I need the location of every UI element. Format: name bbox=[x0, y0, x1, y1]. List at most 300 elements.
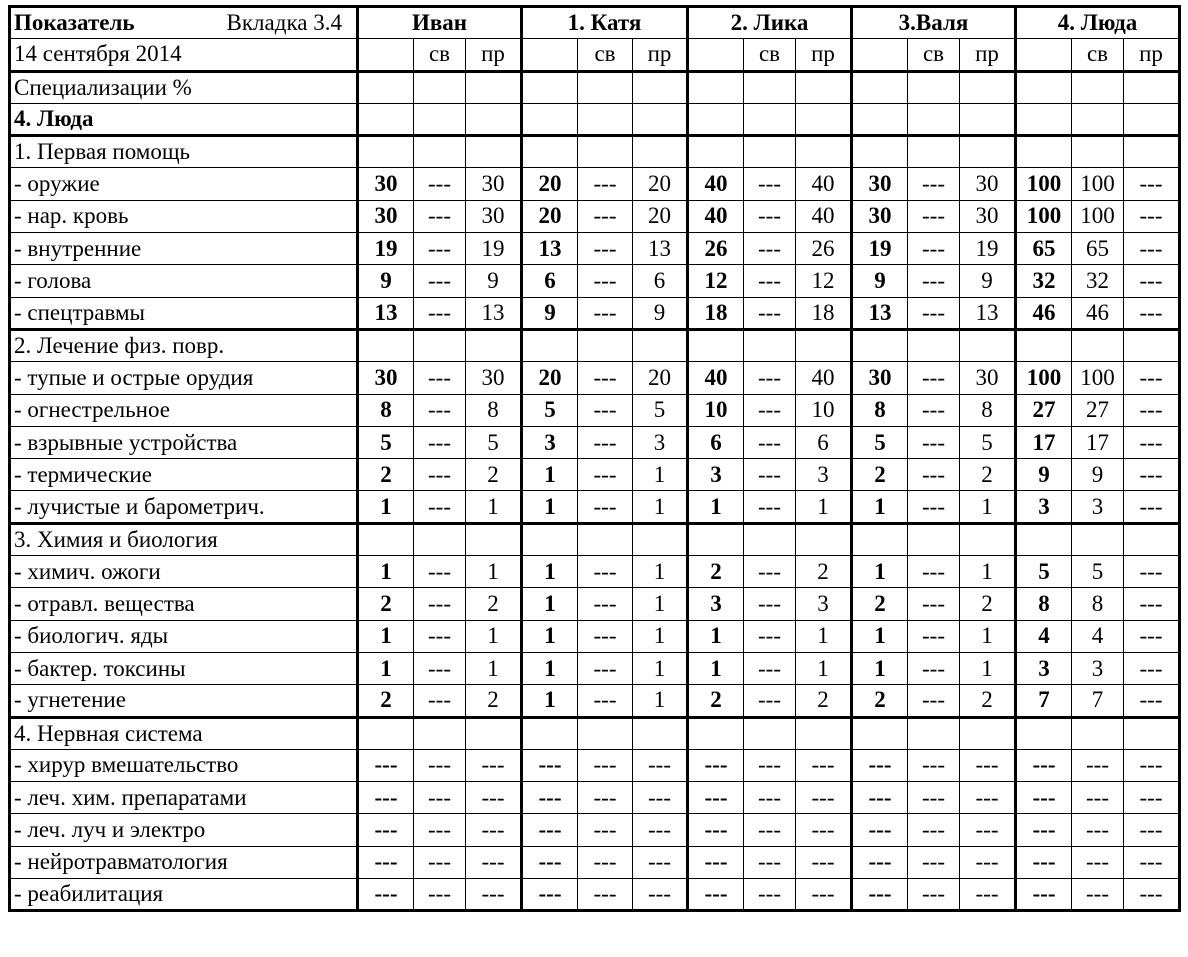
empty-cell bbox=[466, 71, 522, 103]
value-total: --- bbox=[688, 782, 744, 814]
value-pr: 19 bbox=[466, 233, 522, 265]
value-sv: --- bbox=[414, 233, 466, 265]
empty-cell bbox=[1072, 717, 1124, 749]
value-pr: --- bbox=[633, 814, 688, 846]
value-pr: --- bbox=[1124, 556, 1180, 588]
empty-cell bbox=[1124, 329, 1180, 361]
value-total: 1 bbox=[522, 556, 578, 588]
value-sv: --- bbox=[414, 588, 466, 620]
empty-cell bbox=[633, 103, 688, 135]
value-sv: --- bbox=[744, 620, 796, 652]
value-sv: --- bbox=[908, 879, 960, 911]
empty-cell bbox=[358, 717, 414, 749]
empty-cell bbox=[1124, 523, 1180, 555]
value-total: 2 bbox=[852, 588, 908, 620]
value-total: --- bbox=[522, 846, 578, 878]
section-title: 1. Первая помощь bbox=[10, 136, 358, 168]
row-label: - оружие bbox=[10, 168, 358, 200]
value-pr: --- bbox=[960, 879, 1016, 911]
value-pr: --- bbox=[466, 749, 522, 781]
value-sv: --- bbox=[908, 685, 960, 717]
empty-cell bbox=[796, 136, 852, 168]
value-total: --- bbox=[852, 814, 908, 846]
value-sv: 9 bbox=[1072, 459, 1124, 491]
value-total: 8 bbox=[358, 394, 414, 426]
value-sv: 100 bbox=[1072, 168, 1124, 200]
value-sv: --- bbox=[908, 588, 960, 620]
table-row bbox=[10, 233, 1180, 265]
value-total: 19 bbox=[358, 233, 414, 265]
value-pr: 2 bbox=[466, 685, 522, 717]
value-pr: 1 bbox=[796, 620, 852, 652]
value-pr: 5 bbox=[633, 394, 688, 426]
value-sv: 5 bbox=[1072, 556, 1124, 588]
value-total: 2 bbox=[358, 588, 414, 620]
section-row bbox=[10, 523, 1180, 555]
value-total: 1 bbox=[358, 652, 414, 684]
value-total: 2 bbox=[358, 459, 414, 491]
empty-cell bbox=[744, 103, 796, 135]
value-pr: 40 bbox=[796, 362, 852, 394]
row-label: - взрывные устройства bbox=[10, 426, 358, 458]
column-header: 4. Люда bbox=[1016, 7, 1180, 39]
row-label: - термические bbox=[10, 459, 358, 491]
value-sv: 17 bbox=[1072, 426, 1124, 458]
value-pr: 1 bbox=[633, 652, 688, 684]
value-sv: --- bbox=[578, 491, 633, 523]
value-sv: --- bbox=[414, 168, 466, 200]
value-pr: --- bbox=[960, 814, 1016, 846]
value-pr: 2 bbox=[466, 459, 522, 491]
value-sv: --- bbox=[414, 265, 466, 297]
value-sv: --- bbox=[578, 265, 633, 297]
value-total: 7 bbox=[1016, 685, 1072, 717]
value-total: --- bbox=[688, 846, 744, 878]
subheader-pr: пр bbox=[960, 39, 1016, 71]
empty-cell bbox=[852, 103, 908, 135]
value-pr: --- bbox=[466, 879, 522, 911]
empty-cell bbox=[1072, 329, 1124, 361]
empty-cell bbox=[960, 717, 1016, 749]
value-pr: 1 bbox=[633, 459, 688, 491]
value-sv: --- bbox=[908, 426, 960, 458]
value-pr: 30 bbox=[960, 200, 1016, 232]
empty-cell bbox=[633, 71, 688, 103]
column-header: 3.Валя bbox=[852, 7, 1016, 39]
empty-cell bbox=[633, 523, 688, 555]
value-pr: --- bbox=[796, 782, 852, 814]
value-pr: 1 bbox=[960, 556, 1016, 588]
value-pr: 1 bbox=[633, 588, 688, 620]
value-sv: --- bbox=[1072, 749, 1124, 781]
value-sv: --- bbox=[744, 556, 796, 588]
value-total: 30 bbox=[852, 200, 908, 232]
value-sv: --- bbox=[744, 782, 796, 814]
empty-cell bbox=[960, 103, 1016, 135]
value-total: 5 bbox=[522, 394, 578, 426]
empty-cell bbox=[1016, 136, 1072, 168]
empty-cell bbox=[414, 103, 466, 135]
value-total: 1 bbox=[852, 556, 908, 588]
empty-cell bbox=[852, 523, 908, 555]
value-sv: --- bbox=[578, 782, 633, 814]
value-sv: --- bbox=[908, 846, 960, 878]
value-sv: 4 bbox=[1072, 620, 1124, 652]
subheader-sv: св bbox=[414, 39, 466, 71]
value-pr: 1 bbox=[633, 556, 688, 588]
value-pr: --- bbox=[633, 846, 688, 878]
value-sv: --- bbox=[908, 459, 960, 491]
value-sv: 100 bbox=[1072, 362, 1124, 394]
value-sv: 100 bbox=[1072, 200, 1124, 232]
value-total: 30 bbox=[358, 200, 414, 232]
value-total: 20 bbox=[522, 200, 578, 232]
value-total: 1 bbox=[852, 620, 908, 652]
value-sv: --- bbox=[414, 782, 466, 814]
value-sv: --- bbox=[414, 652, 466, 684]
empty-cell bbox=[522, 71, 578, 103]
value-pr: 30 bbox=[466, 168, 522, 200]
empty-cell bbox=[358, 136, 414, 168]
value-total: 40 bbox=[688, 362, 744, 394]
value-pr: 13 bbox=[466, 297, 522, 329]
empty-cell bbox=[796, 717, 852, 749]
table-row bbox=[10, 782, 1180, 814]
subheader-sv: св bbox=[744, 39, 796, 71]
empty-cell bbox=[960, 71, 1016, 103]
empty-cell bbox=[414, 71, 466, 103]
subheader-sv: св bbox=[1072, 39, 1124, 71]
value-sv: --- bbox=[414, 846, 466, 878]
value-pr: 8 bbox=[960, 394, 1016, 426]
value-sv: --- bbox=[908, 233, 960, 265]
subheader-row bbox=[10, 39, 1180, 71]
table-row bbox=[10, 200, 1180, 232]
value-sv: --- bbox=[578, 459, 633, 491]
value-total: 26 bbox=[688, 233, 744, 265]
empty-cell bbox=[1124, 71, 1180, 103]
value-total: 2 bbox=[852, 685, 908, 717]
subheader-pr: пр bbox=[633, 39, 688, 71]
empty-cell bbox=[633, 717, 688, 749]
value-total: 1 bbox=[688, 620, 744, 652]
row-label: - угнетение bbox=[10, 685, 358, 717]
value-total: 1 bbox=[522, 685, 578, 717]
value-sv: --- bbox=[908, 297, 960, 329]
value-sv: --- bbox=[744, 749, 796, 781]
value-total: 1 bbox=[522, 491, 578, 523]
empty-cell bbox=[1072, 523, 1124, 555]
value-total: 1 bbox=[358, 491, 414, 523]
value-sv: --- bbox=[744, 168, 796, 200]
value-sv: --- bbox=[578, 846, 633, 878]
value-total: 2 bbox=[852, 459, 908, 491]
value-sv: --- bbox=[744, 297, 796, 329]
value-pr: --- bbox=[633, 749, 688, 781]
empty-cell bbox=[466, 717, 522, 749]
value-sv: 46 bbox=[1072, 297, 1124, 329]
value-total: 1 bbox=[358, 556, 414, 588]
empty-cell bbox=[960, 329, 1016, 361]
empty-cell bbox=[358, 523, 414, 555]
row-label: - голова bbox=[10, 265, 358, 297]
value-total: 1 bbox=[688, 491, 744, 523]
empty-cell bbox=[688, 523, 744, 555]
value-sv: 3 bbox=[1072, 652, 1124, 684]
value-pr: --- bbox=[1124, 749, 1180, 781]
value-total: 19 bbox=[852, 233, 908, 265]
value-pr: --- bbox=[1124, 588, 1180, 620]
value-pr: 3 bbox=[796, 588, 852, 620]
value-pr: 13 bbox=[633, 233, 688, 265]
value-total: --- bbox=[358, 846, 414, 878]
date-cell: 14 сентября 2014 bbox=[10, 39, 358, 71]
empty-cell bbox=[852, 136, 908, 168]
table-row bbox=[10, 362, 1180, 394]
empty-cell bbox=[852, 717, 908, 749]
value-pr: 2 bbox=[466, 588, 522, 620]
value-pr: 18 bbox=[796, 297, 852, 329]
stats-table bbox=[8, 5, 1181, 912]
row-label: - леч. луч и электро bbox=[10, 814, 358, 846]
empty-cell bbox=[1016, 71, 1072, 103]
subheader-pr: пр bbox=[466, 39, 522, 71]
value-pr: 2 bbox=[796, 685, 852, 717]
empty-cell bbox=[633, 136, 688, 168]
value-pr: --- bbox=[796, 814, 852, 846]
value-sv: --- bbox=[414, 426, 466, 458]
value-pr: 6 bbox=[633, 265, 688, 297]
table-row bbox=[10, 297, 1180, 329]
value-pr: 19 bbox=[960, 233, 1016, 265]
value-total: --- bbox=[852, 782, 908, 814]
value-pr: 2 bbox=[960, 685, 1016, 717]
column-header: 1. Катя bbox=[522, 7, 688, 39]
value-pr: 30 bbox=[466, 362, 522, 394]
value-total: --- bbox=[1016, 814, 1072, 846]
empty-cell bbox=[414, 136, 466, 168]
value-pr: 40 bbox=[796, 200, 852, 232]
value-total: 1 bbox=[522, 652, 578, 684]
value-total: 3 bbox=[1016, 652, 1072, 684]
value-sv: --- bbox=[414, 394, 466, 426]
value-sv: --- bbox=[1072, 782, 1124, 814]
value-pr: --- bbox=[960, 846, 1016, 878]
value-pr: --- bbox=[1124, 620, 1180, 652]
value-sv: --- bbox=[744, 652, 796, 684]
value-sv: --- bbox=[744, 846, 796, 878]
empty-cell bbox=[908, 103, 960, 135]
tab-label: Вкладка 3.4 bbox=[226, 10, 342, 36]
value-sv: 65 bbox=[1072, 233, 1124, 265]
table-row bbox=[10, 846, 1180, 878]
empty-cell bbox=[688, 136, 744, 168]
subheader-total bbox=[688, 39, 744, 71]
section-title: 3. Химия и биология bbox=[10, 523, 358, 555]
value-total: 100 bbox=[1016, 200, 1072, 232]
value-sv: --- bbox=[414, 556, 466, 588]
empty-cell bbox=[1072, 136, 1124, 168]
table-row bbox=[10, 394, 1180, 426]
value-pr: --- bbox=[466, 782, 522, 814]
table-row bbox=[10, 685, 1180, 717]
value-pr: --- bbox=[796, 749, 852, 781]
value-total: 3 bbox=[1016, 491, 1072, 523]
empty-cell bbox=[578, 523, 633, 555]
subheader-total bbox=[852, 39, 908, 71]
empty-cell bbox=[1016, 717, 1072, 749]
subheader-sv: св bbox=[578, 39, 633, 71]
value-sv: --- bbox=[744, 233, 796, 265]
value-total: 27 bbox=[1016, 394, 1072, 426]
row-label: - химич. ожоги bbox=[10, 556, 358, 588]
value-total: --- bbox=[522, 879, 578, 911]
value-total: 3 bbox=[522, 426, 578, 458]
value-sv: --- bbox=[414, 685, 466, 717]
value-sv: --- bbox=[908, 652, 960, 684]
empty-cell bbox=[466, 136, 522, 168]
section-title: 2. Лечение физ. повр. bbox=[10, 329, 358, 361]
subheader-total bbox=[522, 39, 578, 71]
value-sv: --- bbox=[414, 749, 466, 781]
value-total: 9 bbox=[358, 265, 414, 297]
empty-cell bbox=[908, 717, 960, 749]
table-row bbox=[10, 265, 1180, 297]
value-total: 20 bbox=[522, 362, 578, 394]
value-sv: --- bbox=[744, 200, 796, 232]
value-pr: 30 bbox=[960, 168, 1016, 200]
header-row bbox=[10, 7, 1180, 39]
table-row bbox=[10, 556, 1180, 588]
value-pr: --- bbox=[1124, 459, 1180, 491]
value-total: 3 bbox=[688, 459, 744, 491]
value-total: 30 bbox=[852, 362, 908, 394]
value-total: --- bbox=[1016, 782, 1072, 814]
empty-cell bbox=[744, 523, 796, 555]
empty-cell bbox=[744, 136, 796, 168]
empty-cell bbox=[852, 329, 908, 361]
value-pr: 1 bbox=[960, 652, 1016, 684]
empty-cell bbox=[908, 136, 960, 168]
table-row bbox=[10, 814, 1180, 846]
value-total: --- bbox=[1016, 846, 1072, 878]
value-pr: 5 bbox=[466, 426, 522, 458]
value-pr: --- bbox=[1124, 362, 1180, 394]
empty-cell bbox=[688, 329, 744, 361]
value-sv: --- bbox=[744, 588, 796, 620]
row-label: - лучистые и барометрич. bbox=[10, 491, 358, 523]
column-header: Иван bbox=[358, 7, 522, 39]
value-pr: 1 bbox=[796, 652, 852, 684]
value-total: 46 bbox=[1016, 297, 1072, 329]
empty-cell bbox=[358, 329, 414, 361]
empty-cell bbox=[908, 329, 960, 361]
subheader-pr: пр bbox=[1124, 39, 1180, 71]
value-sv: --- bbox=[578, 426, 633, 458]
value-sv: --- bbox=[908, 556, 960, 588]
value-pr: --- bbox=[633, 879, 688, 911]
value-total: 5 bbox=[1016, 556, 1072, 588]
value-sv: --- bbox=[744, 394, 796, 426]
value-pr: --- bbox=[1124, 491, 1180, 523]
value-sv: --- bbox=[414, 814, 466, 846]
value-sv: --- bbox=[908, 491, 960, 523]
table-row bbox=[10, 620, 1180, 652]
value-pr: 30 bbox=[960, 362, 1016, 394]
value-pr: 20 bbox=[633, 168, 688, 200]
value-sv: --- bbox=[578, 200, 633, 232]
value-sv: --- bbox=[1072, 879, 1124, 911]
empty-cell bbox=[796, 71, 852, 103]
value-total: --- bbox=[1016, 749, 1072, 781]
value-sv: --- bbox=[908, 782, 960, 814]
subheader-total bbox=[1016, 39, 1072, 71]
value-pr: 30 bbox=[466, 200, 522, 232]
value-pr: 8 bbox=[466, 394, 522, 426]
value-total: 2 bbox=[358, 685, 414, 717]
value-total: 10 bbox=[688, 394, 744, 426]
value-sv: --- bbox=[578, 394, 633, 426]
empty-cell bbox=[960, 523, 1016, 555]
empty-cell bbox=[796, 103, 852, 135]
value-total: --- bbox=[852, 879, 908, 911]
table-row bbox=[10, 879, 1180, 911]
value-pr: --- bbox=[960, 782, 1016, 814]
value-total: 5 bbox=[852, 426, 908, 458]
empty-cell bbox=[960, 136, 1016, 168]
empty-cell bbox=[522, 717, 578, 749]
value-total: 17 bbox=[1016, 426, 1072, 458]
value-total: 100 bbox=[1016, 168, 1072, 200]
value-total: 12 bbox=[688, 265, 744, 297]
value-pr: 1 bbox=[633, 685, 688, 717]
row-label: - реабилитация bbox=[10, 879, 358, 911]
empty-cell bbox=[1072, 103, 1124, 135]
empty-cell bbox=[1072, 71, 1124, 103]
row-label: - нейротравматология bbox=[10, 846, 358, 878]
value-total: 1 bbox=[522, 459, 578, 491]
value-sv: --- bbox=[578, 620, 633, 652]
value-total: --- bbox=[358, 749, 414, 781]
value-pr: 9 bbox=[633, 297, 688, 329]
value-pr: 1 bbox=[466, 556, 522, 588]
section-row bbox=[10, 329, 1180, 361]
row-label: - биологич. яды bbox=[10, 620, 358, 652]
row-label: - внутренние bbox=[10, 233, 358, 265]
value-sv: --- bbox=[908, 814, 960, 846]
value-pr: --- bbox=[466, 846, 522, 878]
value-pr: --- bbox=[796, 879, 852, 911]
empty-cell bbox=[908, 71, 960, 103]
value-sv: 3 bbox=[1072, 491, 1124, 523]
value-pr: 9 bbox=[960, 265, 1016, 297]
row-label: - огнестрельное bbox=[10, 394, 358, 426]
empty-cell bbox=[688, 103, 744, 135]
value-total: 9 bbox=[522, 297, 578, 329]
empty-cell bbox=[688, 71, 744, 103]
value-total: --- bbox=[522, 749, 578, 781]
value-sv: --- bbox=[908, 265, 960, 297]
table-title: Показатель bbox=[14, 10, 135, 36]
value-pr: 1 bbox=[960, 491, 1016, 523]
value-pr: --- bbox=[1124, 685, 1180, 717]
value-sv: --- bbox=[578, 814, 633, 846]
value-sv: --- bbox=[908, 620, 960, 652]
value-sv: 8 bbox=[1072, 588, 1124, 620]
value-total: 20 bbox=[522, 168, 578, 200]
table-row bbox=[10, 652, 1180, 684]
empty-cell bbox=[578, 71, 633, 103]
